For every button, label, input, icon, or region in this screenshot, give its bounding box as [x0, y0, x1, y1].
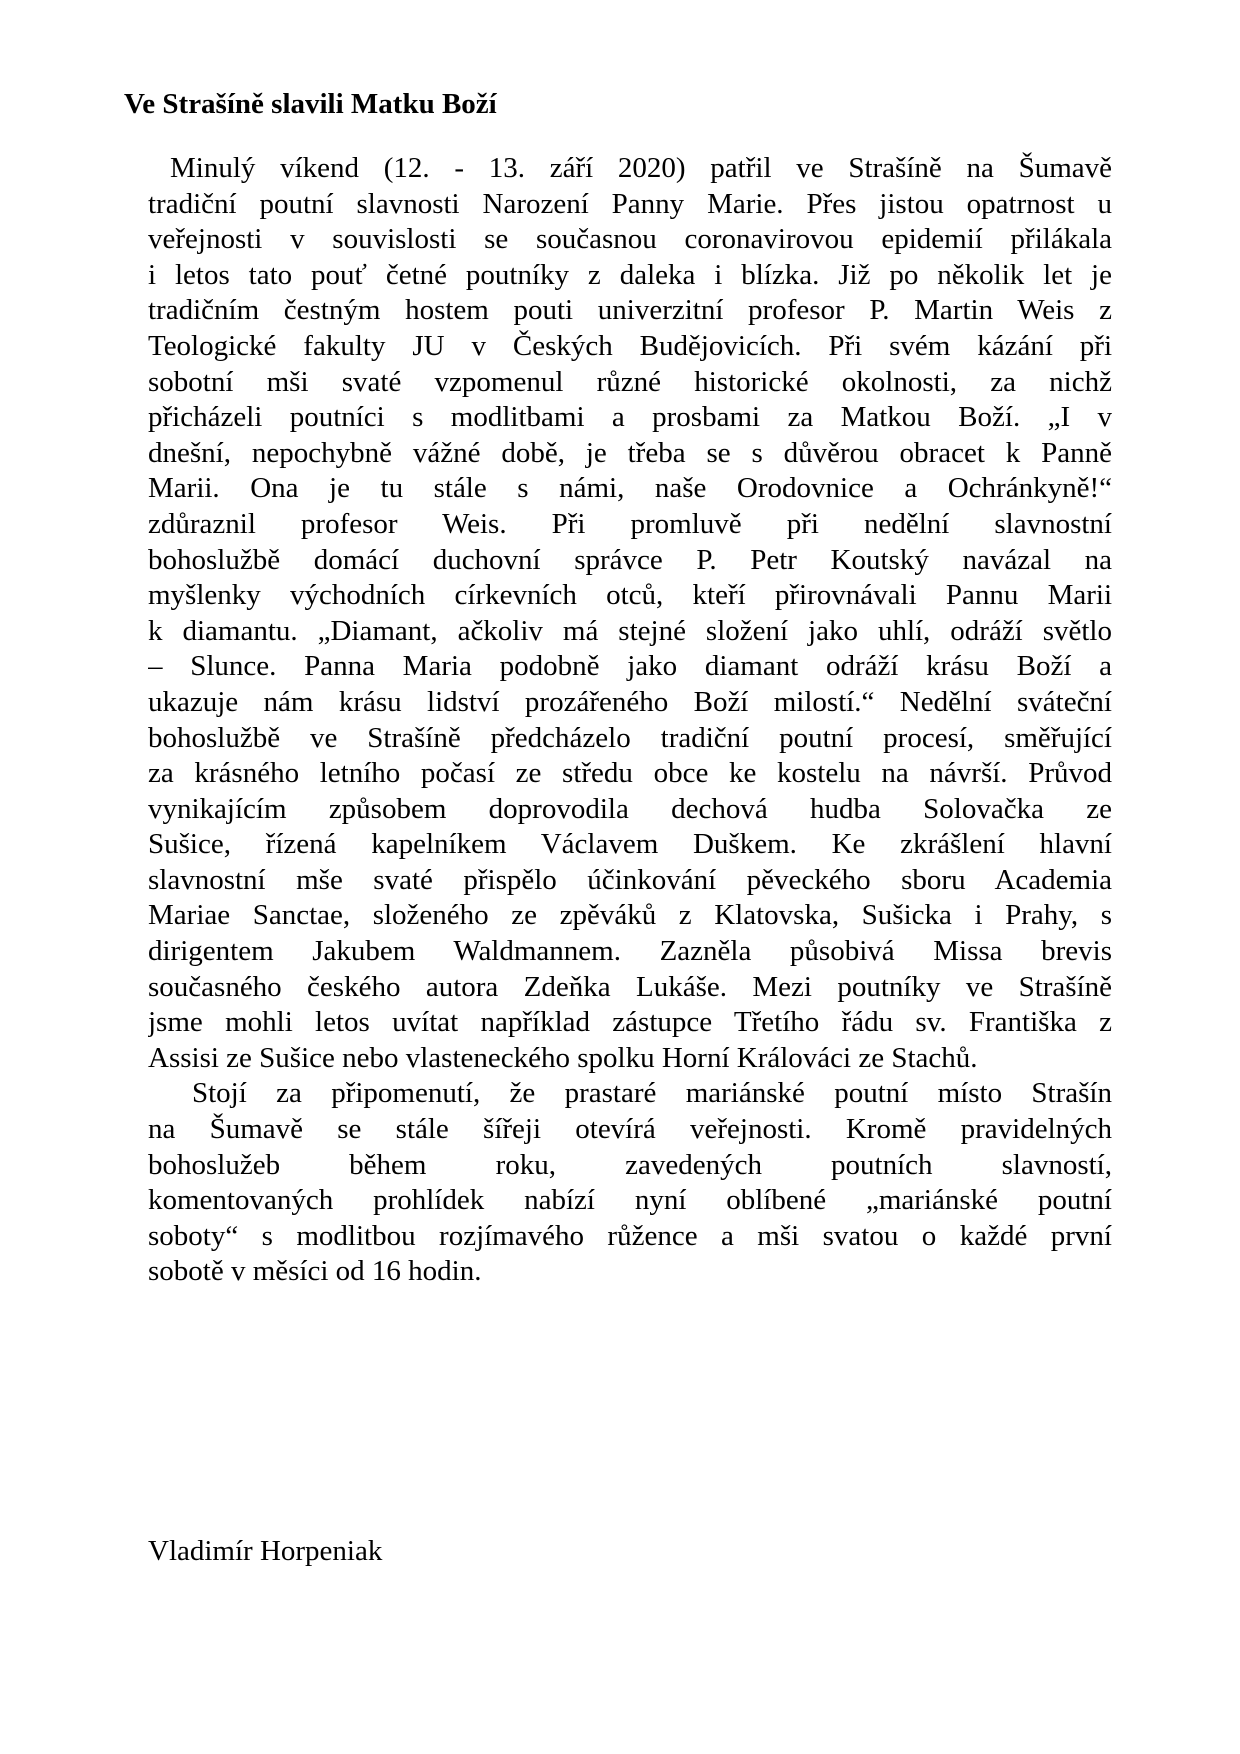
- text-line: k diamantu. „Diamant, ačkoliv má stejné složení jako uhlí, odráží světlo: [148, 614, 1112, 647]
- text-line: i letos tato pouť četné poutníky z daleka i blízka. Již po několik let je: [148, 258, 1112, 291]
- text-line: tradičním čestným hostem pouti univerzitní profesor P. Martin Weis z: [148, 294, 1112, 327]
- article-title: Ve Strašíně slavili Matku Boží: [124, 88, 497, 120]
- text-line: Mariae Sanctae, složeného ze zpěváků z Klatovska, Sušicka i Prahy, s: [148, 899, 1112, 932]
- text-line: slavnostní mše svaté přispělo účinkování pěveckého sboru Academia: [148, 863, 1112, 896]
- text-line: Stojí za připomenutí, že prastaré mariánské poutní místo Strašín: [192, 1077, 1112, 1110]
- text-line: bohoslužbě ve Strašíně předcházelo tradiční poutní procesí, směřující: [148, 721, 1112, 754]
- text-line: bohoslužbě domácí duchovní správce P. Petr Koutský navázal na: [148, 543, 1112, 576]
- text-line: Assisi ze Sušice nebo vlasteneckého spolku Horní Králováci ze Stachů.: [148, 1041, 978, 1074]
- text-line: vynikajícím způsobem doprovodila dechová hudba Solovačka ze: [148, 792, 1112, 825]
- text-line: dnešní, nepochybně vážné době, je třeba se s důvěrou obracet k Panně: [148, 436, 1112, 469]
- text-line: sobotní mši svaté vzpomenul různé historické okolnosti, za nichž: [148, 365, 1112, 398]
- text-line: Minulý víkend (12. - 13. září 2020) patřil ve Strašíně na Šumavě: [170, 152, 1112, 184]
- text-line: na Šumavě se stále šířeji otevírá veřejnosti. Kromě pravidelných: [148, 1113, 1112, 1146]
- article-body: [148, 151, 1112, 1290]
- text-line: Marii. Ona je tu stále s námi, naše Orodovnice a Ochránkyně!“: [148, 472, 1112, 505]
- text-line: veřejnosti v souvislosti se současnou coronavirovou epidemií přilákala: [148, 223, 1112, 256]
- text-line: komentovaných prohlídek nabízí nyní oblíbené „mariánské poutní: [148, 1184, 1112, 1217]
- text-line: přicházeli poutníci s modlitbami a prosbami za Matkou Boží. „I v: [148, 401, 1112, 434]
- text-line: Teologické fakulty JU v Českých Budějovicích. Při svém kázání při: [148, 329, 1112, 362]
- text-line: zdůraznil profesor Weis. Při promluvě při nedělní slavnostní: [148, 507, 1112, 540]
- text-line: současného českého autora Zdeňka Lukáše. Mezi poutníky ve Strašíně: [148, 970, 1112, 1003]
- text-line: bohoslužeb během roku, zavedených poutních slavností,: [148, 1148, 1112, 1181]
- text-line: Sušice, řízená kapelníkem Václavem Duškem. Ke zkrášlení hlavní: [148, 828, 1112, 861]
- text-line: myšlenky východních církevních otců, kteří přirovnávali Pannu Marii: [148, 579, 1112, 612]
- text-line: sobotě v měsíci od 16 hodin.: [148, 1255, 482, 1288]
- text-line: soboty“ s modlitbou rozjímavého růžence a mši svatou o každé první: [148, 1219, 1112, 1252]
- paragraph-2: [148, 1076, 1112, 1290]
- text-line: dirigentem Jakubem Waldmannem. Zazněla působivá Missa brevis: [148, 935, 1112, 968]
- text-line: za krásného letního počasí ze středu obce ke kostelu na návrší. Průvod: [148, 757, 1112, 790]
- text-line: ukazuje nám krásu lidství prozářeného Boží milostí.“ Nedělní sváteční: [148, 685, 1112, 718]
- text-line: tradiční poutní slavnosti Narození Panny Marie. Přes jistou opatrnost u: [148, 187, 1112, 220]
- author-signature: Vladimír Horpeniak: [148, 1535, 383, 1567]
- text-line: jsme mohli letos uvítat například zástupce Třetího řádu sv. Františka z: [148, 1006, 1112, 1039]
- text-line: – Slunce. Panna Maria podobně jako diamant odráží krásu Boží a: [148, 650, 1112, 683]
- paragraph-1: [148, 151, 1112, 1076]
